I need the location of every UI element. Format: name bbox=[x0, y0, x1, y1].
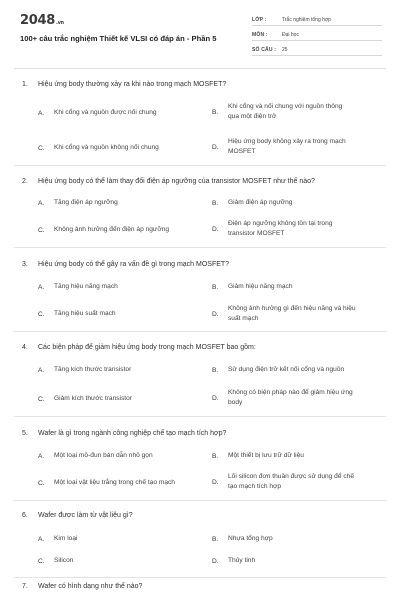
option-text-line: tạo mạch tích hợp bbox=[228, 483, 282, 490]
option-letter: C. bbox=[38, 479, 45, 487]
option-text bbox=[228, 137, 346, 157]
option-text: Tăng hiệu năng mạch bbox=[54, 283, 118, 290]
option-text bbox=[228, 304, 356, 324]
option-text: Nhựa tổng hợp bbox=[228, 535, 273, 542]
option-a[interactable] bbox=[38, 534, 77, 544]
option-d[interactable] bbox=[212, 556, 255, 566]
option-text-line: Hiệu ứng body không xảy ra trong mạch bbox=[228, 138, 346, 145]
logo-suffix: .vn bbox=[55, 20, 64, 26]
option-text-line: MOSFET bbox=[228, 148, 256, 155]
option-text-line: suất mạch bbox=[228, 315, 259, 322]
question-prompt: Hiệu ứng body thường xảy ra khi nào trong mạch MOSFET? bbox=[38, 81, 227, 88]
question-divider bbox=[14, 500, 386, 501]
option-d[interactable] bbox=[212, 137, 346, 157]
option-text: Một loại vật liệu trắng trong chế tạo mạch bbox=[54, 479, 175, 486]
option-letter: B. bbox=[212, 108, 219, 116]
question-prompt: Các biện pháp để giảm hiệu ứng body trong mạch MOSFET bao gồm: bbox=[38, 344, 256, 351]
option-letter: C. bbox=[38, 557, 45, 565]
option-text: Tăng điện áp ngưỡng bbox=[54, 199, 118, 206]
option-b[interactable] bbox=[212, 198, 292, 208]
option-letter: A. bbox=[38, 535, 45, 543]
question-number: 4. bbox=[22, 344, 28, 351]
option-c[interactable] bbox=[38, 478, 175, 488]
option-text: Kim loại bbox=[54, 535, 78, 542]
option-c[interactable] bbox=[38, 394, 132, 404]
option-text: Khi cổng và nguồn được nối chung bbox=[54, 109, 157, 116]
question-text bbox=[22, 344, 256, 351]
option-text: Giảm điện áp ngưỡng bbox=[228, 199, 293, 206]
question-divider bbox=[14, 331, 386, 332]
option-text-line: Điện áp ngưỡng không tồn tại trong bbox=[228, 220, 333, 227]
option-d[interactable] bbox=[212, 219, 332, 239]
meta-row-class bbox=[252, 12, 382, 26]
question-text bbox=[22, 583, 142, 590]
question-divider bbox=[14, 165, 386, 166]
meta-row-count bbox=[252, 42, 382, 56]
option-text: Giảm hiệu năng mạch bbox=[228, 283, 293, 290]
question-text bbox=[22, 81, 226, 88]
option-letter: B. bbox=[212, 283, 219, 291]
question-text bbox=[22, 261, 229, 268]
option-b[interactable] bbox=[212, 102, 342, 122]
option-d[interactable] bbox=[212, 472, 354, 492]
option-a[interactable] bbox=[38, 198, 118, 208]
option-text-line: Khi cổng và nối chung với nguồn thông bbox=[228, 103, 343, 110]
option-c[interactable] bbox=[38, 225, 169, 235]
question-divider bbox=[14, 416, 386, 417]
option-c[interactable] bbox=[38, 143, 159, 153]
question-number: 5. bbox=[22, 430, 28, 437]
question-text bbox=[22, 512, 133, 519]
option-letter: D. bbox=[212, 225, 219, 233]
option-text bbox=[228, 219, 332, 239]
option-letter: B. bbox=[212, 199, 219, 207]
option-letter: D. bbox=[212, 143, 219, 151]
question-prompt: Wafer được làm từ vật liệu gì? bbox=[38, 512, 133, 519]
option-letter: B. bbox=[212, 366, 219, 374]
option-letter: A. bbox=[38, 199, 45, 207]
question-divider bbox=[14, 577, 386, 578]
meta-value: Đại học bbox=[282, 32, 299, 38]
option-text bbox=[228, 472, 354, 492]
question-divider bbox=[14, 247, 386, 248]
option-text-line: Lõi silicon đơn thuần được sử dụng để chế bbox=[228, 473, 354, 480]
option-b[interactable] bbox=[212, 365, 344, 375]
option-text-line: Không có biện pháp nào để giảm hiệu ứng bbox=[228, 389, 353, 396]
option-letter: D. bbox=[212, 310, 219, 318]
option-b[interactable] bbox=[212, 282, 293, 292]
document-title: 100+ câu trắc nghiệm Thiết kế VLSI có đáp án - Phần 5 bbox=[20, 34, 217, 43]
option-text: Khi cổng và nguồn không nối chung bbox=[54, 144, 159, 151]
option-letter: D. bbox=[212, 478, 219, 486]
option-letter: C. bbox=[38, 310, 45, 318]
option-letter: D. bbox=[212, 557, 219, 565]
option-a[interactable] bbox=[38, 451, 153, 461]
header-divider bbox=[14, 68, 386, 69]
question-number: 6. bbox=[22, 512, 28, 519]
option-letter: B. bbox=[212, 452, 219, 460]
question-prompt: Wafer là gì trong ngành công nghiệp chế tạo mạch tích hợp? bbox=[38, 430, 227, 437]
option-text bbox=[228, 102, 342, 122]
option-letter: C. bbox=[38, 395, 45, 403]
option-c[interactable] bbox=[38, 309, 116, 319]
meta-value: Trắc nghiệm tổng hợp bbox=[282, 17, 331, 23]
option-text: Thủy tinh bbox=[228, 557, 256, 564]
option-c[interactable] bbox=[38, 556, 73, 566]
option-text: Sử dụng điện trở kết nối cổng và nguồn bbox=[228, 366, 345, 373]
option-text: Giảm kích thước transistor bbox=[54, 395, 132, 402]
meta-row-subject bbox=[252, 27, 382, 41]
question-prompt: Hiệu ứng body có thể gây ra vấn đề gì trong mạch MOSFET? bbox=[38, 261, 230, 268]
option-text: Tăng hiệu suất mạch bbox=[54, 310, 116, 317]
document-meta bbox=[252, 12, 382, 56]
site-logo[interactable] bbox=[20, 13, 64, 28]
question-text bbox=[22, 430, 226, 437]
option-text-line: Không ảnh hưởng gì đến hiệu năng và hiệu bbox=[228, 305, 356, 312]
question-number: 3. bbox=[22, 261, 28, 268]
question-text bbox=[22, 178, 315, 185]
option-letter: A. bbox=[38, 283, 45, 291]
question-number: 1. bbox=[22, 81, 28, 88]
option-b[interactable] bbox=[212, 451, 304, 461]
option-text: Một loại mô-đun bán dẫn nhỏ gọn bbox=[54, 452, 153, 459]
option-text-line: qua một điện trở bbox=[228, 113, 277, 120]
option-letter: D. bbox=[212, 394, 219, 402]
question-number: 2. bbox=[22, 178, 28, 185]
meta-label: LỚP : bbox=[252, 17, 267, 23]
option-letter: C. bbox=[38, 144, 45, 152]
option-b[interactable] bbox=[212, 534, 273, 544]
option-text-line: body bbox=[228, 399, 243, 406]
meta-value: 25 bbox=[282, 47, 288, 53]
option-text: Không ảnh hưởng đến điện áp ngưỡng bbox=[54, 226, 170, 233]
option-letter: C. bbox=[38, 226, 45, 234]
option-text: Silicon bbox=[54, 557, 74, 564]
question-number: 7. bbox=[22, 583, 28, 590]
page-header bbox=[0, 0, 400, 66]
option-a[interactable] bbox=[38, 108, 157, 118]
question-prompt: Wafer có hình dạng như thế nào? bbox=[38, 583, 143, 590]
option-letter: A. bbox=[38, 366, 45, 374]
option-a[interactable] bbox=[38, 282, 118, 292]
meta-label: SỐ CÂU : bbox=[252, 47, 277, 53]
option-letter: A. bbox=[38, 452, 45, 460]
option-d[interactable] bbox=[212, 388, 353, 408]
option-letter: B. bbox=[212, 535, 219, 543]
option-text-line: transistor MOSFET bbox=[228, 230, 285, 237]
option-a[interactable] bbox=[38, 365, 131, 375]
option-text bbox=[228, 388, 353, 408]
meta-label: MÔN : bbox=[252, 32, 268, 38]
option-text: Tăng kích thước transistor bbox=[54, 366, 132, 373]
question-prompt: Hiệu ứng body có thể làm thay đổi điện áp ngưỡng của transistor MOSFET như thế nào? bbox=[38, 178, 315, 185]
option-text: Một thiết bị lưu trữ dữ liệu bbox=[228, 452, 304, 459]
option-letter: A. bbox=[38, 109, 45, 117]
logo-text: 2048 bbox=[20, 13, 55, 28]
option-d[interactable] bbox=[212, 304, 356, 324]
